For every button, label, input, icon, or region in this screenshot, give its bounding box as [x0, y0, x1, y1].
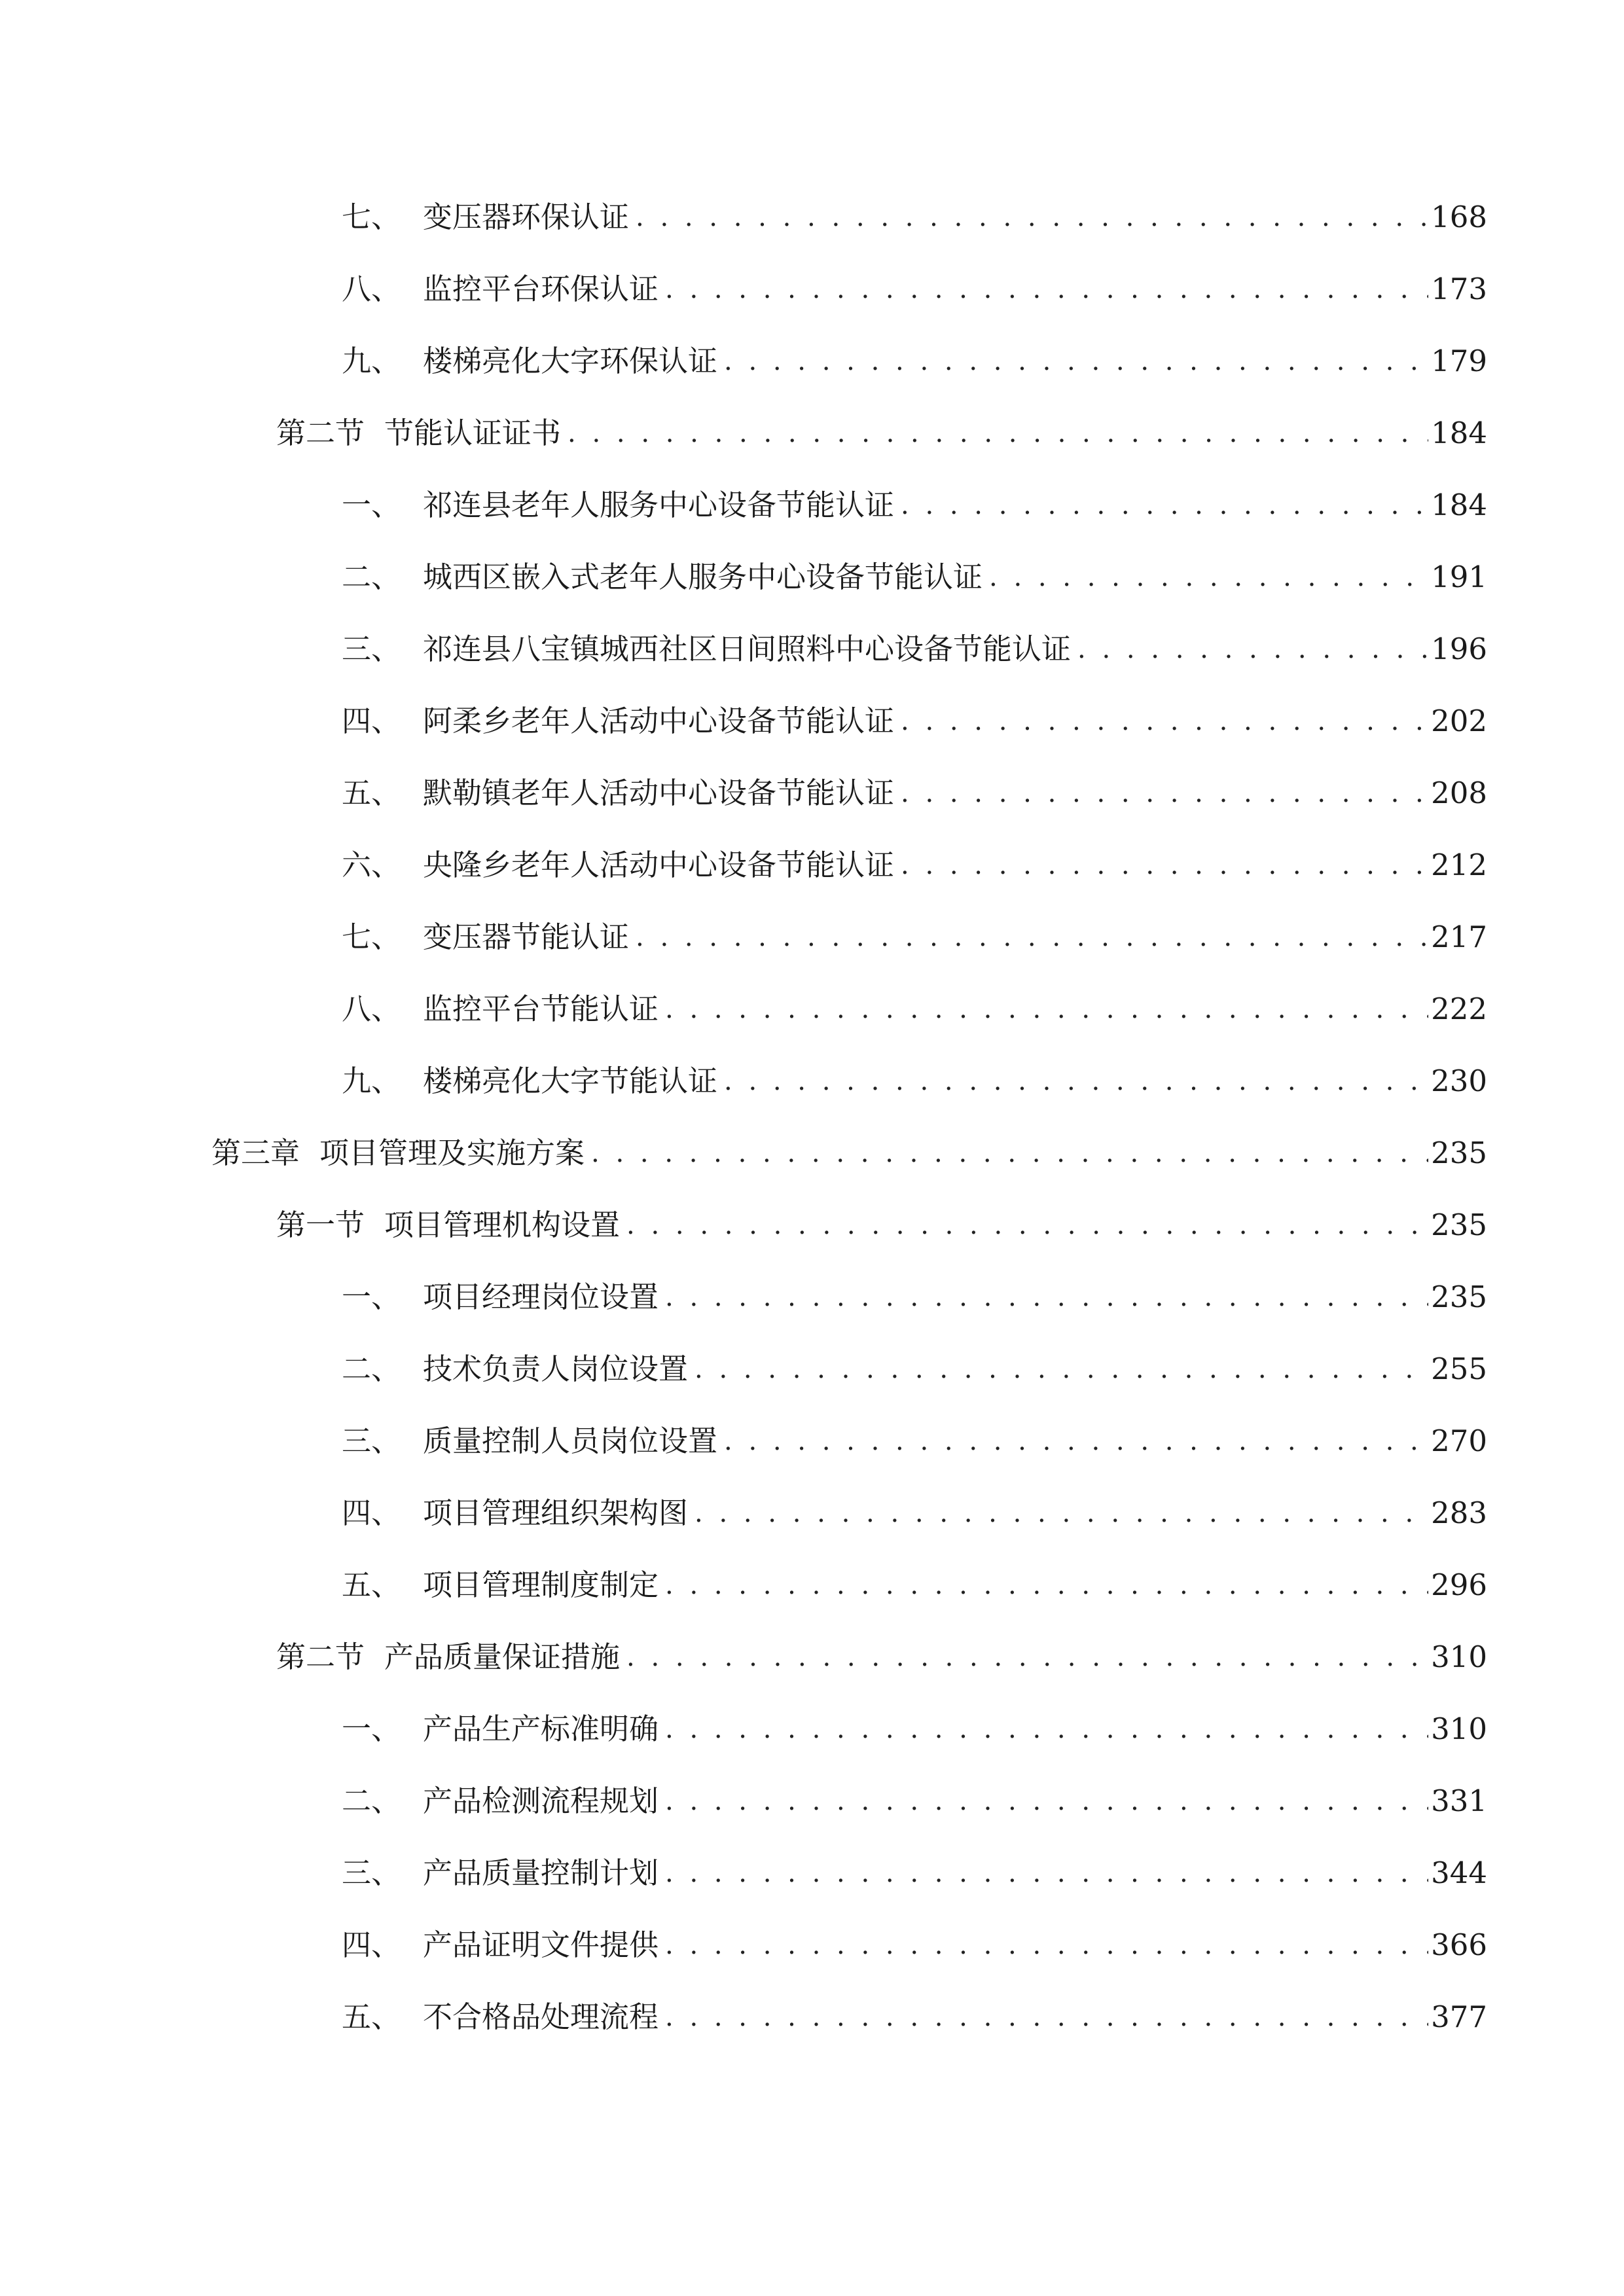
toc-entry-number: 三、 — [342, 1856, 401, 1890]
toc-entry-title: 祁连县八宝镇城西社区日间照料中心设备节能认证 — [423, 632, 1072, 666]
toc-entry-title: 项目管理组织架构图 — [423, 1496, 689, 1530]
toc-entry-number: 五、 — [342, 2000, 401, 2034]
toc-entry-page: 270 — [1431, 1424, 1487, 1458]
dot-leader — [894, 767, 1428, 819]
toc-entry-title: 祁连县老年人服务中心设备节能认证 — [423, 488, 895, 522]
toc-entry-chapter[interactable] — [211, 1127, 1487, 1179]
toc-entry-number: 三、 — [342, 1424, 401, 1458]
toc-entry-page: 377 — [1431, 2000, 1487, 2034]
dot-leader — [659, 983, 1428, 1035]
toc-entry-title: 楼梯亮化大字节能认证 — [423, 1064, 718, 1098]
toc-entry-title: 质量控制人员岗位设置 — [423, 1424, 718, 1458]
toc-entry[interactable] — [342, 1847, 1487, 1899]
toc-entry[interactable] — [342, 1991, 1487, 2043]
toc-entry[interactable] — [342, 1271, 1487, 1323]
toc-entry-title: 项目管理及实施方案 — [319, 1136, 585, 1170]
toc-entry[interactable] — [342, 263, 1487, 315]
toc-entry-title: 不合格品处理流程 — [423, 2000, 659, 2034]
toc-entry[interactable] — [342, 1703, 1487, 1755]
toc-entry-title: 变压器节能认证 — [423, 920, 630, 954]
toc-entry-page: 235 — [1431, 1280, 1487, 1314]
toc-entry-number: 二、 — [342, 1352, 401, 1386]
toc-entry-section[interactable] — [276, 1199, 1487, 1251]
toc-entry-title: 默勒镇老年人活动中心设备节能认证 — [423, 776, 895, 810]
dot-leader — [561, 407, 1428, 459]
toc-entry-section[interactable] — [276, 1631, 1487, 1683]
toc-entry-page: 230 — [1431, 1064, 1487, 1098]
toc-entry[interactable] — [342, 911, 1487, 963]
toc-entry-title: 项目管理机构设置 — [384, 1208, 621, 1242]
toc-entry[interactable] — [342, 695, 1487, 747]
dot-leader — [585, 1127, 1428, 1179]
toc-entry-number: 三、 — [342, 632, 401, 666]
toc-entry[interactable] — [342, 191, 1487, 243]
toc-entry-number: 第二节 — [276, 1640, 365, 1674]
toc-entry-title: 楼梯亮化大字环保认证 — [423, 344, 718, 378]
toc-entry-number: 八、 — [342, 272, 401, 306]
toc-entry-title: 产品生产标准明确 — [423, 1712, 659, 1746]
toc-entry-page: 296 — [1431, 1568, 1487, 1602]
toc-entry-title: 监控平台节能认证 — [423, 992, 659, 1026]
toc-entry-number: 二、 — [342, 560, 401, 594]
toc-entry-number: 八、 — [342, 992, 401, 1026]
toc-entry-number: 五、 — [342, 1568, 401, 1602]
dot-leader — [659, 1703, 1428, 1755]
toc-entry-page: 202 — [1431, 704, 1487, 738]
toc-entry-page: 283 — [1431, 1496, 1487, 1530]
toc-entry-title: 阿柔乡老年人活动中心设备节能认证 — [423, 704, 895, 738]
toc-entry-page: 366 — [1431, 1928, 1487, 1962]
dot-leader — [983, 551, 1428, 603]
toc-entry-number: 九、 — [342, 344, 401, 378]
toc-entry[interactable] — [342, 479, 1487, 531]
toc-entry[interactable] — [342, 983, 1487, 1035]
dot-leader — [629, 911, 1428, 963]
dot-leader — [688, 1487, 1428, 1539]
toc-entry-number: 七、 — [342, 200, 401, 234]
toc-entry[interactable] — [342, 839, 1487, 891]
toc-entry-page: 310 — [1431, 1640, 1487, 1674]
dot-leader — [659, 263, 1428, 315]
toc-entry-title: 监控平台环保认证 — [423, 272, 659, 306]
toc-entry-title: 变压器环保认证 — [423, 200, 630, 234]
toc-entry[interactable] — [342, 1559, 1487, 1611]
toc-entry-title: 产品检测流程规划 — [423, 1784, 659, 1818]
dot-leader — [659, 1271, 1428, 1323]
toc-entry-page: 184 — [1431, 488, 1487, 522]
toc-entry-page: 212 — [1431, 848, 1487, 882]
toc-entry[interactable] — [342, 1343, 1487, 1395]
dot-leader — [894, 695, 1428, 747]
toc-entry-page: 168 — [1431, 200, 1487, 234]
dot-leader — [894, 839, 1428, 891]
toc-entry-page: 255 — [1431, 1352, 1487, 1386]
toc-entry-page: 310 — [1431, 1712, 1487, 1746]
toc-entry[interactable] — [342, 623, 1487, 675]
toc-entry-number: 一、 — [342, 488, 401, 522]
toc-entry-page: 344 — [1431, 1856, 1487, 1890]
toc-entry-number: 第一节 — [276, 1208, 365, 1242]
toc-entry-page: 235 — [1431, 1208, 1487, 1242]
toc-entry-number: 七、 — [342, 920, 401, 954]
toc-entry-page: 179 — [1431, 344, 1487, 378]
toc-entry-number: 五、 — [342, 776, 401, 810]
toc-entry-title: 节能认证证书 — [384, 416, 562, 450]
toc-entry-page: 217 — [1431, 920, 1487, 954]
toc-entry[interactable] — [342, 1775, 1487, 1827]
toc-entry-title: 产品证明文件提供 — [423, 1928, 659, 1962]
toc-entry[interactable] — [342, 335, 1487, 387]
toc-entry-title: 技术负责人岗位设置 — [423, 1352, 689, 1386]
toc-entry-page: 196 — [1431, 632, 1487, 666]
toc-entry[interactable] — [342, 1055, 1487, 1107]
toc-entry-number: 四、 — [342, 704, 401, 738]
dot-leader — [1071, 623, 1428, 675]
toc-entry[interactable] — [342, 767, 1487, 819]
toc-entry-page: 173 — [1431, 272, 1487, 306]
toc-entry-title: 项目经理岗位设置 — [423, 1280, 659, 1314]
toc-entry-number: 四、 — [342, 1496, 401, 1530]
dot-leader — [659, 1847, 1428, 1899]
dot-leader — [659, 1919, 1428, 1971]
toc-entry-number: 第三章 — [211, 1136, 300, 1170]
toc-entry-page: 222 — [1431, 992, 1487, 1026]
toc-entry[interactable] — [342, 551, 1487, 603]
toc-entry-title: 央隆乡老年人活动中心设备节能认证 — [423, 848, 895, 882]
toc-entry-number: 二、 — [342, 1784, 401, 1818]
dot-leader — [620, 1199, 1428, 1251]
toc-entry-title: 产品质量保证措施 — [384, 1640, 621, 1674]
toc-entry-number: 第二节 — [276, 416, 365, 450]
dot-leader — [659, 1559, 1428, 1611]
dot-leader — [717, 1055, 1428, 1107]
toc-entry[interactable] — [342, 1415, 1487, 1467]
toc-entry[interactable] — [342, 1487, 1487, 1539]
dot-leader — [688, 1343, 1428, 1395]
dot-leader — [620, 1631, 1428, 1683]
toc-entry-title: 项目管理制度制定 — [423, 1568, 659, 1602]
toc-entry-number: 一、 — [342, 1280, 401, 1314]
toc-entry-number: 六、 — [342, 848, 401, 882]
toc-entry-page: 191 — [1431, 560, 1487, 594]
toc-entry-title: 城西区嵌入式老年人服务中心设备节能认证 — [423, 560, 983, 594]
dot-leader — [659, 1775, 1428, 1827]
toc-entry[interactable] — [342, 1919, 1487, 1971]
dot-leader — [659, 1991, 1428, 2043]
toc-entry-number: 一、 — [342, 1712, 401, 1746]
dot-leader — [717, 335, 1428, 387]
toc-entry-page: 184 — [1431, 416, 1487, 450]
toc-entry-number: 九、 — [342, 1064, 401, 1098]
toc-entry-page: 235 — [1431, 1136, 1487, 1170]
toc-entry-section[interactable] — [276, 407, 1487, 459]
toc-entry-page: 331 — [1431, 1784, 1487, 1818]
toc-entry-page: 208 — [1431, 776, 1487, 810]
dot-leader — [717, 1415, 1428, 1467]
toc-entry-title: 产品质量控制计划 — [423, 1856, 659, 1890]
dot-leader — [894, 479, 1428, 531]
dot-leader — [629, 191, 1428, 243]
toc-entry-number: 四、 — [342, 1928, 401, 1962]
